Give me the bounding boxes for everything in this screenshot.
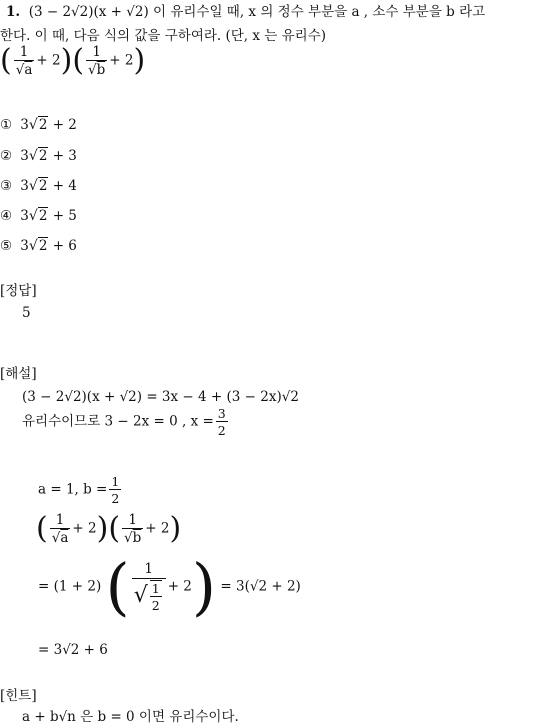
question-number: 1. <box>6 4 21 20</box>
solution-step: = (1 + 2) ( 1 √ $\frac{1}{2}$ + 2) = 3(√2 + 2) <box>38 550 301 623</box>
question-expression: ( $\frac{1}{√a}$ + 2)( $\frac{1}{√b}$ + 2) <box>0 43 146 79</box>
question-line-2: 한다. 이 때, 다음 식의 값을 구하여라. (단, x 는 유리수) <box>0 28 327 44</box>
fraction-1-over-root-a: $\frac{1}{√a}$ <box>15 44 33 79</box>
fraction-three-halves: $\frac{3}{2}$ <box>217 406 226 438</box>
choice-4[interactable]: ④ 3√2 + 5 <box>0 208 77 224</box>
question-stem-expression: (3 − 2√2)(x + √2) <box>28 4 149 20</box>
solution-final: = 3√2 + 6 <box>38 642 108 658</box>
choice-5[interactable]: ⑤ 3√2 + 6 <box>0 238 77 254</box>
choice-3[interactable]: ③ 3√2 + 4 <box>0 178 77 194</box>
solution-line-2: 유리수이므로 3 − 2x = 0 , x = $\frac{3}{2}$ <box>22 406 226 438</box>
answer-value: 5 <box>22 305 31 321</box>
choice-2[interactable]: ② 3√2 + 3 <box>0 148 77 164</box>
hint-text: a + b√n 은 b = 0 이면 유리수이다. <box>22 709 239 725</box>
hint-heading: [힌트] <box>0 688 37 704</box>
question-stem-text: 이 유리수일 때, x 의 정수 부분을 a , 소수 부분을 b 라고 <box>148 4 486 20</box>
question-line-1 <box>6 4 485 20</box>
fraction-1-over-root-b: $\frac{1}{√b}$ <box>88 44 106 79</box>
answer-heading: [정답] <box>0 283 37 299</box>
solution-ab-line: a = 1, b = $\frac{1}{2}$ <box>38 474 120 506</box>
fraction-one-half: $\frac{1}{2}$ <box>111 474 120 506</box>
solution-line-1: (3 − 2√2)(x + √2) = 3x − 4 + (3 − 2x)√2 <box>22 389 299 405</box>
fraction-1-over-root-half: 1 √ $\frac{1}{2}$ <box>132 561 166 612</box>
solution-heading: [해설] <box>0 366 37 382</box>
choice-1[interactable]: ① 3√2 + 2 <box>0 117 77 133</box>
solution-substitution: ( $\frac{1}{√a}$ + 2)( $\frac{1}{√b}$ + 2) <box>36 511 182 547</box>
